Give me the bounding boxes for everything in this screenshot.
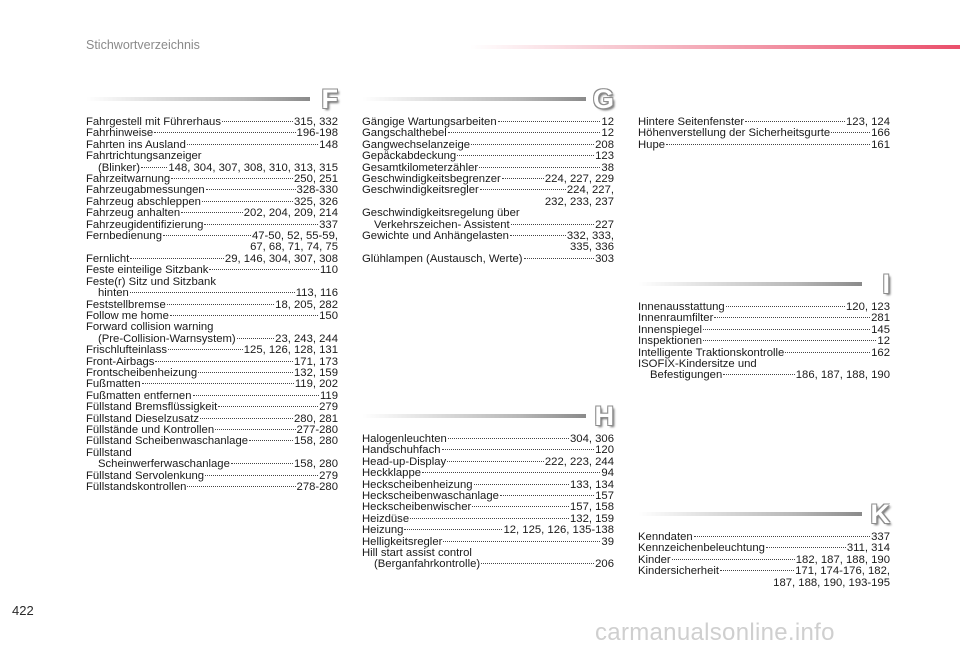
page-references: 303 bbox=[595, 252, 614, 265]
index-term: Halogenleuchten bbox=[362, 433, 447, 445]
page-references: 224, 227, 229 bbox=[544, 173, 614, 186]
section-divider-bar bbox=[86, 97, 310, 101]
page-references: 120 bbox=[595, 444, 614, 457]
section-divider-bar bbox=[638, 282, 862, 286]
index-term: Geschwindigkeitsregelung über bbox=[362, 207, 520, 220]
page-references: 119, 202 bbox=[294, 378, 338, 391]
index-entry bbox=[86, 448, 338, 471]
dot-leader bbox=[524, 258, 595, 259]
dot-leader bbox=[785, 352, 870, 353]
page-references: 157 bbox=[595, 490, 614, 503]
dot-leader bbox=[202, 201, 293, 202]
index-term: Innenraumfilter bbox=[638, 312, 714, 325]
index-term: Fahrzeugabmessungen bbox=[86, 184, 205, 197]
page-references: 125, 126, 128, 131 bbox=[243, 344, 338, 357]
page-references: 250, 251 bbox=[294, 173, 338, 186]
dot-leader bbox=[694, 536, 870, 537]
page-references: 186, 187, 188, 190 bbox=[795, 369, 890, 382]
index-term: Fahrzeugidentifizierung bbox=[86, 218, 204, 231]
dot-leader bbox=[193, 395, 319, 396]
index-entry-row bbox=[638, 140, 890, 151]
page-references: 280, 281 bbox=[294, 412, 338, 425]
dot-leader bbox=[766, 547, 846, 548]
index-subterm: (Pre-Collision-Warnsystem) bbox=[98, 332, 236, 345]
dot-leader bbox=[480, 189, 566, 190]
dot-leader bbox=[720, 570, 794, 571]
page-references: 148 bbox=[319, 138, 338, 151]
index-term: Gepäckabdeckung bbox=[362, 150, 457, 163]
index-entry-row bbox=[86, 345, 338, 356]
index-term: Heizung bbox=[362, 524, 404, 537]
page-references: 23, 243, 244 bbox=[275, 332, 338, 345]
section-divider-bar bbox=[638, 512, 862, 516]
index-entry bbox=[638, 336, 890, 347]
dot-leader bbox=[666, 144, 870, 145]
dot-leader bbox=[222, 121, 293, 122]
page-references: 113, 116 bbox=[295, 287, 338, 300]
index-term: Gesamtkilometerzähler bbox=[362, 161, 479, 174]
dot-leader bbox=[200, 418, 293, 419]
index-entry-row bbox=[86, 402, 338, 413]
index-term: Fußmatten bbox=[86, 378, 141, 391]
index-entry bbox=[638, 128, 890, 139]
page-references: 222, 223, 244 bbox=[544, 455, 614, 468]
section-letter: H bbox=[594, 401, 614, 431]
index-entry bbox=[638, 359, 890, 382]
index-entry bbox=[362, 185, 614, 208]
index-term: Glühlampen (Austausch, Werte) bbox=[362, 252, 523, 265]
dot-leader bbox=[170, 315, 318, 316]
page-references: 328-330 bbox=[296, 184, 338, 197]
section-header bbox=[638, 270, 890, 298]
index-term: Innenspiegel bbox=[638, 323, 703, 336]
dot-leader bbox=[703, 329, 870, 330]
index-term: Füllstandskontrollen bbox=[86, 481, 187, 493]
section-header bbox=[638, 500, 890, 528]
index-subentry-row bbox=[362, 559, 614, 570]
dot-leader bbox=[723, 374, 795, 375]
index-term: Gangwechselanzeige bbox=[362, 138, 471, 151]
index-term: Fernbedienung bbox=[86, 230, 163, 243]
section-header bbox=[362, 85, 614, 113]
dot-leader bbox=[404, 529, 502, 530]
page-references: 171, 174-176, 182, bbox=[795, 565, 890, 578]
dot-leader bbox=[472, 506, 569, 507]
index-term: Inspektionen bbox=[638, 335, 703, 348]
index-term: Hupe bbox=[638, 138, 666, 151]
page-references: 337 bbox=[319, 218, 338, 231]
section-k bbox=[638, 500, 890, 589]
dot-leader bbox=[448, 132, 601, 133]
index-term: Intelligente Traktionskontrolle bbox=[638, 346, 785, 359]
page-references: 277-280 bbox=[296, 423, 338, 436]
index-term: Kenndaten bbox=[638, 531, 693, 543]
index-entry-row bbox=[86, 208, 338, 219]
index-term: Hintere Seitenfenster bbox=[638, 116, 745, 128]
dot-leader bbox=[141, 167, 167, 168]
dot-leader bbox=[198, 372, 293, 373]
dot-leader bbox=[142, 383, 294, 384]
index-entry bbox=[638, 140, 890, 151]
index-subterm: Verkehrszeichen- Assistent bbox=[374, 218, 510, 231]
dot-leader bbox=[187, 486, 295, 487]
header-accent-line bbox=[470, 45, 960, 49]
section-h bbox=[362, 402, 614, 571]
index-entry bbox=[362, 151, 614, 162]
index-term: Front-Airbags bbox=[86, 355, 155, 368]
page-number: 422 bbox=[12, 603, 34, 618]
page-references: 325, 326 bbox=[294, 195, 338, 208]
page-references: 279 bbox=[319, 469, 338, 482]
page-references: 119 bbox=[319, 389, 338, 402]
index-subterm: hinten bbox=[98, 287, 129, 300]
section-f bbox=[86, 85, 338, 493]
index-entry bbox=[362, 468, 614, 479]
index-subterm: Scheinwerferwaschanlage bbox=[98, 458, 230, 471]
index-entry bbox=[86, 277, 338, 300]
section-letter: K bbox=[870, 499, 890, 529]
page-references: 208 bbox=[595, 138, 614, 151]
section-i bbox=[638, 270, 890, 382]
index-column-3-i bbox=[638, 270, 890, 382]
page-references: 304, 306 bbox=[570, 433, 614, 445]
index-entry bbox=[638, 566, 890, 589]
page-references: 158, 280 bbox=[294, 435, 338, 448]
dot-leader bbox=[410, 518, 569, 519]
entry-list bbox=[362, 434, 614, 571]
dot-leader bbox=[205, 475, 318, 476]
index-term: Fahrgestell mit Führerhaus bbox=[86, 116, 221, 128]
page-references: 311, 314 bbox=[846, 542, 890, 555]
dot-leader bbox=[237, 338, 275, 339]
page-header-title: Stichwortverzeichnis bbox=[86, 38, 200, 52]
index-term: Kindersicherheit bbox=[638, 565, 720, 578]
index-term: ISOFIX-Kindersitze und bbox=[638, 358, 757, 371]
page-references: 227 bbox=[595, 218, 614, 231]
index-column-2-lower bbox=[362, 402, 614, 571]
index-term: Feste einteilige Sitzbank bbox=[86, 264, 209, 277]
index-term: Fahrtrichtungsanzeiger bbox=[86, 150, 202, 163]
page-references: 12 bbox=[877, 335, 890, 348]
section-letter: F bbox=[321, 84, 338, 114]
index-subterm: (Berganfahrkontrolle) bbox=[374, 558, 481, 571]
page-references: 38 bbox=[601, 161, 614, 174]
dot-leader bbox=[510, 235, 566, 236]
index-term: Füllstand Scheibenwaschanlage bbox=[86, 435, 249, 448]
dot-leader bbox=[474, 484, 569, 485]
index-term: Fahrzeug abschleppen bbox=[86, 195, 201, 208]
index-term: Frischlufteinlass bbox=[86, 344, 167, 357]
page-references: 18, 205, 282 bbox=[275, 298, 338, 311]
page-references: 281 bbox=[871, 312, 890, 325]
index-entry-row bbox=[362, 151, 614, 162]
entry-list bbox=[86, 117, 338, 493]
section-divider-bar bbox=[362, 414, 586, 418]
index-term: Füllstände und Kontrollen bbox=[86, 423, 215, 436]
page-references: 157, 158 bbox=[570, 501, 614, 514]
index-entry bbox=[86, 482, 338, 493]
index-term: Füllstand Servolenkung bbox=[86, 469, 205, 482]
index-column-1 bbox=[86, 85, 338, 493]
dot-leader bbox=[154, 132, 295, 133]
dot-leader bbox=[163, 235, 251, 236]
index-entry-row bbox=[638, 128, 890, 139]
index-term: Fußmatten entfernen bbox=[86, 389, 192, 402]
index-term: Fahrzeug anhalten bbox=[86, 207, 181, 220]
dot-leader bbox=[215, 429, 295, 430]
page-references: 12 bbox=[601, 116, 614, 128]
page-references: 110 bbox=[319, 264, 338, 277]
entry-list-continued bbox=[638, 117, 890, 151]
index-term: Forward collision warning bbox=[86, 321, 214, 334]
page-references: 171, 173 bbox=[294, 355, 338, 368]
page-references: 150 bbox=[319, 309, 338, 322]
dot-leader bbox=[498, 121, 601, 122]
entry-list bbox=[638, 302, 890, 382]
index-term: Fahrten ins Ausland bbox=[86, 138, 186, 151]
page-references: 47-50, 52, 55-59, bbox=[251, 230, 338, 243]
index-term: Füllstand Bremsflüssigkeit bbox=[86, 401, 218, 414]
dot-leader bbox=[500, 495, 594, 496]
dot-leader bbox=[181, 212, 243, 213]
dot-leader bbox=[209, 269, 319, 270]
page-references: 145 bbox=[871, 323, 890, 336]
page-references: 12, 125, 126, 135-138 bbox=[503, 524, 614, 537]
index-entry bbox=[362, 231, 614, 254]
dot-leader bbox=[703, 340, 876, 341]
index-entry bbox=[86, 208, 338, 219]
dot-leader bbox=[218, 406, 318, 407]
index-term: Geschwindigkeitsregler bbox=[362, 184, 479, 197]
page-references: 132, 159 bbox=[570, 512, 614, 525]
page-references: 94 bbox=[601, 467, 614, 480]
index-term: Helligkeitsregler bbox=[362, 535, 443, 548]
index-term: Feste(r) Sitz und Sitzbank bbox=[86, 275, 216, 288]
index-entry bbox=[86, 151, 338, 174]
page-references: 332, 333, bbox=[566, 230, 614, 243]
dot-leader bbox=[714, 317, 870, 318]
page-references: 166 bbox=[871, 127, 890, 140]
dot-leader bbox=[447, 461, 544, 462]
dot-leader bbox=[167, 304, 274, 305]
index-term: Füllstand Dieselzusatz bbox=[86, 412, 200, 425]
index-term: Gangschalthebel bbox=[362, 127, 447, 140]
page-references-continued: 187, 188, 190, 193-195 bbox=[773, 576, 890, 589]
page-references: 278-280 bbox=[296, 481, 338, 493]
index-entry-row bbox=[638, 566, 890, 577]
index-entry-row bbox=[362, 254, 614, 265]
dot-leader bbox=[171, 178, 293, 179]
index-term: Gewichte und Anhängelasten bbox=[362, 230, 509, 243]
index-entry bbox=[86, 265, 338, 276]
dot-leader bbox=[204, 224, 318, 225]
watermark: carmanualsonline.info bbox=[595, 619, 835, 646]
page-references: 315, 332 bbox=[294, 116, 338, 128]
page-references: 29, 146, 304, 307, 308 bbox=[224, 252, 338, 265]
page-references: 133, 134 bbox=[570, 478, 614, 491]
page-references: 39 bbox=[601, 535, 614, 548]
index-term: Heckscheibenheizung bbox=[362, 478, 473, 491]
index-subterm: Befestigungen bbox=[650, 369, 723, 382]
index-entry-row bbox=[86, 482, 338, 493]
dot-leader bbox=[672, 559, 795, 560]
entry-list bbox=[638, 532, 890, 589]
index-term: Füllstand bbox=[86, 446, 132, 459]
section-letter: G bbox=[592, 84, 614, 114]
dot-leader bbox=[187, 144, 318, 145]
dot-leader bbox=[130, 292, 295, 293]
index-column-2 bbox=[362, 85, 614, 265]
dot-leader bbox=[479, 167, 600, 168]
index-term: Feststellbremse bbox=[86, 298, 166, 311]
index-term: Hill start assist control bbox=[362, 547, 472, 560]
dot-leader bbox=[726, 306, 845, 307]
index-entry bbox=[86, 402, 338, 413]
index-column-3 bbox=[638, 117, 890, 151]
index-subentry-row bbox=[638, 370, 890, 381]
index-term: Fernlicht bbox=[86, 252, 130, 265]
section-header bbox=[362, 402, 614, 430]
page-references: 123, 124 bbox=[846, 116, 890, 128]
index-term: Innenausstattung bbox=[638, 301, 725, 313]
index-entry-row bbox=[362, 525, 614, 536]
page-references: 224, 227, bbox=[566, 184, 614, 197]
index-term: Head-up-Display bbox=[362, 455, 447, 468]
index-entry bbox=[362, 254, 614, 265]
entry-list bbox=[362, 117, 614, 265]
page-references: 162 bbox=[871, 346, 890, 359]
dot-leader bbox=[502, 178, 544, 179]
page-references: 12 bbox=[601, 127, 614, 140]
dot-leader bbox=[168, 349, 243, 350]
page-references: 161 bbox=[871, 138, 890, 151]
page-references: 337 bbox=[871, 531, 890, 543]
page-references: 120, 123 bbox=[846, 301, 890, 313]
index-entry-row bbox=[638, 336, 890, 347]
page-references: 158, 280 bbox=[294, 458, 338, 471]
dot-leader bbox=[130, 258, 224, 259]
index-term: Fahrzeitwarnung bbox=[86, 173, 171, 186]
section-letter: I bbox=[882, 269, 890, 299]
dot-leader bbox=[471, 144, 594, 145]
dot-leader bbox=[511, 224, 595, 225]
index-column-3-k bbox=[638, 500, 890, 589]
index-entry-row bbox=[86, 265, 338, 276]
dot-leader bbox=[745, 121, 845, 122]
page-references-continued: 67, 68, 71, 74, 75 bbox=[250, 241, 338, 254]
section-divider-bar bbox=[362, 97, 586, 101]
index-term: Heckklappe bbox=[362, 467, 422, 480]
page-references: 196-198 bbox=[296, 127, 338, 140]
section-g bbox=[362, 85, 614, 265]
index-term: Heckscheibenwischer bbox=[362, 501, 472, 514]
index-entry-row bbox=[362, 468, 614, 479]
index-entry bbox=[362, 525, 614, 536]
page-references: 148, 304, 307, 308, 310, 313, 315 bbox=[168, 161, 338, 174]
page-references-continued: 232, 233, 237 bbox=[544, 195, 614, 208]
index-term: Höhenverstellung der Sicherheitsgurte bbox=[638, 127, 831, 140]
index-term: Handschuhfach bbox=[362, 444, 441, 457]
dot-leader bbox=[448, 438, 569, 439]
page-references: 123 bbox=[595, 150, 614, 163]
index-term: Frontscheibenheizung bbox=[86, 366, 198, 379]
index-entry bbox=[86, 231, 338, 254]
index-entry bbox=[86, 322, 338, 345]
index-subentry-row bbox=[86, 288, 338, 299]
index-term: Follow me home bbox=[86, 309, 169, 322]
page-references: 182, 187, 188, 190 bbox=[795, 553, 890, 566]
index-entry bbox=[86, 345, 338, 356]
dot-leader bbox=[206, 189, 296, 190]
index-term: Heckscheibenwaschanlage bbox=[362, 490, 499, 503]
dot-leader bbox=[442, 449, 595, 450]
section-header bbox=[86, 85, 338, 113]
dot-leader bbox=[249, 440, 293, 441]
page-references-continued: 335, 336 bbox=[570, 241, 614, 254]
index-term: Fahrhinweise bbox=[86, 127, 154, 140]
dot-leader bbox=[831, 132, 870, 133]
dot-leader bbox=[481, 563, 594, 564]
dot-leader bbox=[422, 472, 600, 473]
dot-leader bbox=[457, 155, 594, 156]
index-term: Geschwindigkeitsbegrenzer bbox=[362, 173, 501, 186]
dot-leader bbox=[443, 541, 600, 542]
page-references: 202, 204, 209, 214 bbox=[243, 207, 338, 220]
index-entry bbox=[362, 208, 614, 231]
page-references: 206 bbox=[595, 558, 614, 571]
dot-leader bbox=[231, 463, 293, 464]
index-subentry-row bbox=[86, 459, 338, 470]
index-entry bbox=[362, 548, 614, 571]
page-references: 132, 159 bbox=[294, 366, 338, 379]
index-subterm: (Blinker) bbox=[98, 161, 141, 174]
index-term: Gängige Wartungsarbeiten bbox=[362, 116, 497, 128]
index-term: Heizdüse bbox=[362, 512, 410, 525]
index-term: Kennzeichenbeleuchtung bbox=[638, 542, 765, 555]
index-term: Kinder bbox=[638, 553, 671, 566]
dot-leader bbox=[155, 361, 293, 362]
page-references: 279 bbox=[319, 401, 338, 414]
